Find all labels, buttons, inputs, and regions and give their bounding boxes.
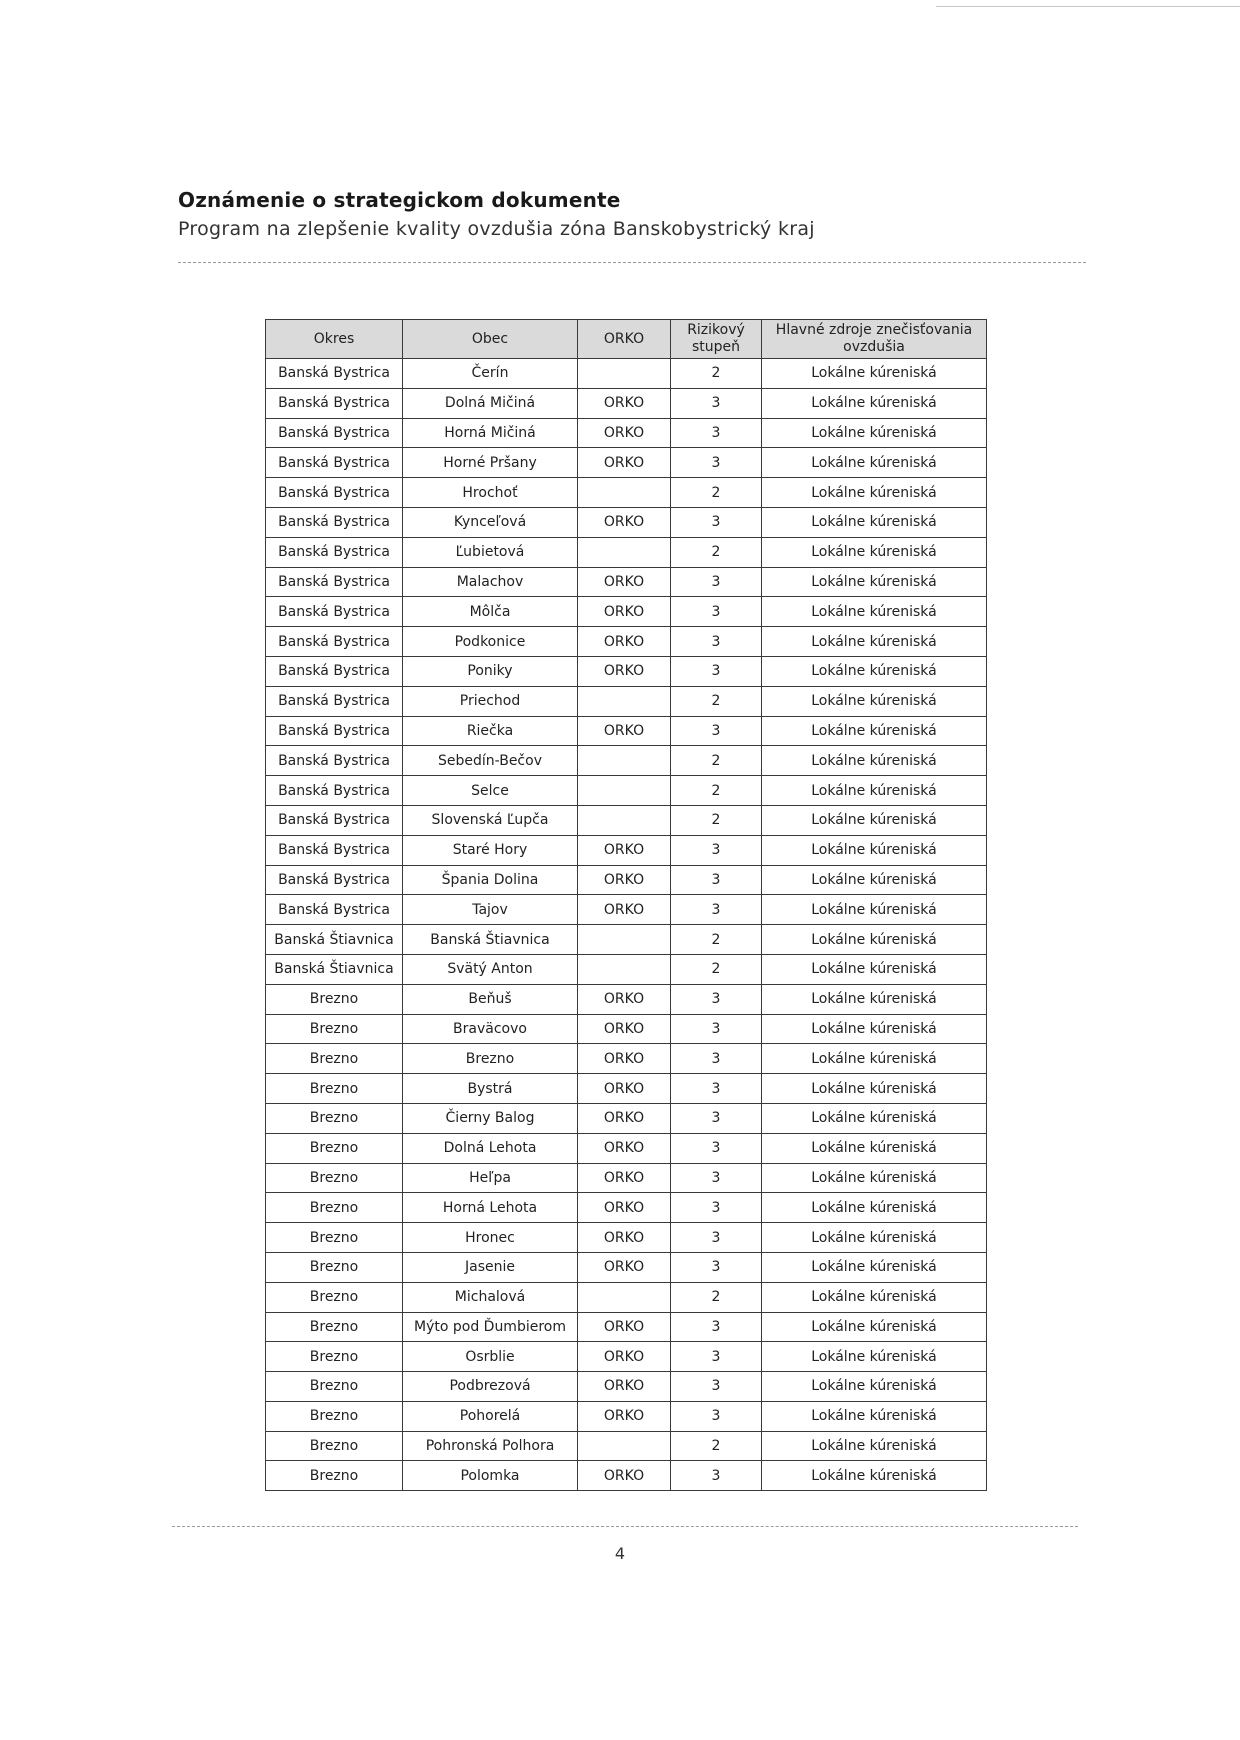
cell-obec: Malachov [403, 567, 578, 597]
cell-okres: Brezno [266, 1103, 403, 1133]
cell-okres: Banská Bystrica [266, 388, 403, 418]
cell-okres: Banská Bystrica [266, 865, 403, 895]
table-row [266, 359, 987, 389]
cell-obec: Podbrezová [403, 1372, 578, 1402]
cell-orko: ORKO [578, 835, 671, 865]
cell-okres: Banská Štiavnica [266, 925, 403, 955]
cell-obec: Staré Hory [403, 835, 578, 865]
cell-stupen: 3 [671, 448, 762, 478]
cell-okres: Brezno [266, 1133, 403, 1163]
cell-obec: Bystrá [403, 1074, 578, 1104]
cell-orko: ORKO [578, 1074, 671, 1104]
cell-orko [578, 925, 671, 955]
column-header-obec: Obec [403, 320, 578, 359]
cell-okres: Brezno [266, 1074, 403, 1104]
cell-okres: Banská Bystrica [266, 359, 403, 389]
cell-stupen: 3 [671, 1193, 762, 1223]
table-row [266, 746, 987, 776]
cell-stupen: 2 [671, 954, 762, 984]
cell-zdroj: Lokálne kúreniská [762, 478, 987, 508]
cell-zdroj: Lokálne kúreniská [762, 1133, 987, 1163]
cell-obec: Mýto pod Ďumbierom [403, 1312, 578, 1342]
cell-orko: ORKO [578, 1223, 671, 1253]
cell-obec: Horné Pršany [403, 448, 578, 478]
cell-obec: Ľubietová [403, 537, 578, 567]
cell-obec: Osrblie [403, 1342, 578, 1372]
cell-zdroj: Lokálne kúreniská [762, 835, 987, 865]
cell-stupen: 3 [671, 716, 762, 746]
cell-okres: Brezno [266, 1312, 403, 1342]
cell-orko: ORKO [578, 1252, 671, 1282]
page-number: 4 [614, 1544, 626, 1563]
cell-zdroj: Lokálne kúreniská [762, 925, 987, 955]
cell-obec: Selce [403, 776, 578, 806]
cell-stupen: 3 [671, 1461, 762, 1491]
cell-obec: Môlča [403, 597, 578, 627]
cell-zdroj: Lokálne kúreniská [762, 1282, 987, 1312]
table-row [266, 1431, 987, 1461]
cell-obec: Banská Štiavnica [403, 925, 578, 955]
cell-obec: Horná Lehota [403, 1193, 578, 1223]
cell-obec: Hronec [403, 1223, 578, 1253]
table-row [266, 656, 987, 686]
cell-stupen: 3 [671, 1401, 762, 1431]
cell-okres: Banská Štiavnica [266, 954, 403, 984]
table-row [266, 895, 987, 925]
cell-stupen: 3 [671, 1103, 762, 1133]
cell-stupen: 2 [671, 359, 762, 389]
cell-zdroj: Lokálne kúreniská [762, 1312, 987, 1342]
table-row [266, 1044, 987, 1074]
cell-stupen: 3 [671, 567, 762, 597]
column-header-zdroj: Hlavné zdroje znečisťovania ovzdušia [762, 320, 987, 359]
cell-zdroj: Lokálne kúreniská [762, 1074, 987, 1104]
cell-stupen: 2 [671, 776, 762, 806]
cell-okres: Banská Bystrica [266, 507, 403, 537]
table-body [266, 359, 987, 1491]
cell-orko: ORKO [578, 1014, 671, 1044]
cell-orko: ORKO [578, 1461, 671, 1491]
cell-zdroj: Lokálne kúreniská [762, 1044, 987, 1074]
cell-orko: ORKO [578, 418, 671, 448]
table-row [266, 478, 987, 508]
table-row [266, 835, 987, 865]
cell-zdroj: Lokálne kúreniská [762, 954, 987, 984]
cell-stupen: 2 [671, 746, 762, 776]
cell-zdroj: Lokálne kúreniská [762, 418, 987, 448]
cell-zdroj: Lokálne kúreniská [762, 1014, 987, 1044]
cell-obec: Heľpa [403, 1163, 578, 1193]
cell-zdroj: Lokálne kúreniská [762, 984, 987, 1014]
cell-obec: Braväcovo [403, 1014, 578, 1044]
cell-stupen: 3 [671, 507, 762, 537]
header-divider [178, 262, 1086, 263]
footer-divider [172, 1526, 1078, 1527]
cell-orko [578, 805, 671, 835]
cell-stupen: 3 [671, 1252, 762, 1282]
table-row [266, 984, 987, 1014]
cell-okres: Brezno [266, 1163, 403, 1193]
cell-stupen: 3 [671, 597, 762, 627]
document-title: Oznámenie o strategickom dokumente [178, 188, 621, 212]
cell-stupen: 2 [671, 537, 762, 567]
table-row [266, 388, 987, 418]
cell-orko: ORKO [578, 1044, 671, 1074]
cell-okres: Banská Bystrica [266, 478, 403, 508]
cell-orko [578, 1282, 671, 1312]
cell-stupen: 2 [671, 1282, 762, 1312]
cell-obec: Sebedín-Bečov [403, 746, 578, 776]
cell-okres: Banská Bystrica [266, 537, 403, 567]
cell-orko: ORKO [578, 1133, 671, 1163]
cell-orko [578, 1431, 671, 1461]
cell-orko: ORKO [578, 507, 671, 537]
cell-okres: Banská Bystrica [266, 448, 403, 478]
cell-okres: Banská Bystrica [266, 567, 403, 597]
cell-stupen: 2 [671, 925, 762, 955]
cell-orko: ORKO [578, 388, 671, 418]
cell-zdroj: Lokálne kúreniská [762, 865, 987, 895]
cell-orko [578, 746, 671, 776]
cell-stupen: 3 [671, 1342, 762, 1372]
cell-obec: Slovenská Ľupča [403, 805, 578, 835]
cell-obec: Podkonice [403, 627, 578, 657]
cell-obec: Svätý Anton [403, 954, 578, 984]
cell-stupen: 3 [671, 388, 762, 418]
table-row [266, 865, 987, 895]
cell-stupen: 3 [671, 627, 762, 657]
cell-orko: ORKO [578, 1312, 671, 1342]
table-row [266, 448, 987, 478]
cell-orko: ORKO [578, 984, 671, 1014]
cell-zdroj: Lokálne kúreniská [762, 388, 987, 418]
cell-stupen: 3 [671, 1223, 762, 1253]
cell-zdroj: Lokálne kúreniská [762, 805, 987, 835]
cell-obec: Beňuš [403, 984, 578, 1014]
cell-zdroj: Lokálne kúreniská [762, 1223, 987, 1253]
cell-zdroj: Lokálne kúreniská [762, 597, 987, 627]
table-row [266, 418, 987, 448]
municipality-table [265, 319, 987, 1491]
cell-obec: Polomka [403, 1461, 578, 1491]
cell-okres: Banská Bystrica [266, 835, 403, 865]
cell-okres: Banská Bystrica [266, 895, 403, 925]
cell-zdroj: Lokálne kúreniská [762, 1431, 987, 1461]
cell-zdroj: Lokálne kúreniská [762, 359, 987, 389]
cell-orko [578, 359, 671, 389]
cell-stupen: 3 [671, 1312, 762, 1342]
cell-obec: Pohorelá [403, 1401, 578, 1431]
cell-obec: Tajov [403, 895, 578, 925]
cell-orko: ORKO [578, 1163, 671, 1193]
cell-zdroj: Lokálne kúreniská [762, 567, 987, 597]
table-row [266, 1252, 987, 1282]
cell-obec: Michalová [403, 1282, 578, 1312]
cell-orko [578, 478, 671, 508]
table-row [266, 776, 987, 806]
table-container [265, 319, 987, 1491]
cell-okres: Brezno [266, 984, 403, 1014]
cell-obec: Čierny Balog [403, 1103, 578, 1133]
cell-zdroj: Lokálne kúreniská [762, 1372, 987, 1402]
cell-stupen: 3 [671, 1014, 762, 1044]
cell-zdroj: Lokálne kúreniská [762, 656, 987, 686]
cell-okres: Brezno [266, 1282, 403, 1312]
cell-okres: Brezno [266, 1431, 403, 1461]
cell-obec: Horná Mičiná [403, 418, 578, 448]
column-header-okres: Okres [266, 320, 403, 359]
cell-okres: Brezno [266, 1342, 403, 1372]
table-row [266, 1014, 987, 1044]
table-row [266, 1223, 987, 1253]
table-row [266, 925, 987, 955]
cell-okres: Brezno [266, 1372, 403, 1402]
cell-okres: Banská Bystrica [266, 805, 403, 835]
cell-obec: Dolná Lehota [403, 1133, 578, 1163]
cell-stupen: 3 [671, 418, 762, 448]
cell-orko: ORKO [578, 1401, 671, 1431]
cell-stupen: 3 [671, 1163, 762, 1193]
cell-orko: ORKO [578, 448, 671, 478]
cell-obec: Dolná Mičiná [403, 388, 578, 418]
cell-stupen: 3 [671, 1372, 762, 1402]
cell-okres: Brezno [266, 1461, 403, 1491]
cell-okres: Brezno [266, 1252, 403, 1282]
document-subtitle: Program na zlepšenie kvality ovzdušia zóna Banskobystrický kraj [178, 218, 815, 240]
cell-orko: ORKO [578, 567, 671, 597]
table-row [266, 1461, 987, 1491]
table-row [266, 1401, 987, 1431]
table-row [266, 686, 987, 716]
table-row [266, 805, 987, 835]
cell-okres: Banská Bystrica [266, 686, 403, 716]
cell-stupen: 2 [671, 686, 762, 716]
table-row [266, 1133, 987, 1163]
cell-okres: Banská Bystrica [266, 597, 403, 627]
table-row [266, 1312, 987, 1342]
cell-stupen: 3 [671, 656, 762, 686]
cell-obec: Riečka [403, 716, 578, 746]
cell-zdroj: Lokálne kúreniská [762, 627, 987, 657]
column-header-orko: ORKO [578, 320, 671, 359]
table-row [266, 627, 987, 657]
cell-stupen: 3 [671, 1074, 762, 1104]
cell-zdroj: Lokálne kúreniská [762, 716, 987, 746]
cell-okres: Banská Bystrica [266, 656, 403, 686]
cell-zdroj: Lokálne kúreniská [762, 448, 987, 478]
table-row [266, 567, 987, 597]
table-header [266, 320, 987, 359]
cell-stupen: 2 [671, 478, 762, 508]
cell-stupen: 3 [671, 1044, 762, 1074]
cell-obec: Čerín [403, 359, 578, 389]
cell-orko: ORKO [578, 1193, 671, 1223]
cell-okres: Brezno [266, 1193, 403, 1223]
cell-zdroj: Lokálne kúreniská [762, 537, 987, 567]
cell-stupen: 3 [671, 1133, 762, 1163]
cell-okres: Banská Bystrica [266, 776, 403, 806]
cell-zdroj: Lokálne kúreniská [762, 1163, 987, 1193]
cell-zdroj: Lokálne kúreniská [762, 1103, 987, 1133]
cell-orko: ORKO [578, 1342, 671, 1372]
cell-orko: ORKO [578, 1103, 671, 1133]
table-row [266, 1372, 987, 1402]
table-row [266, 1074, 987, 1104]
cell-zdroj: Lokálne kúreniská [762, 1401, 987, 1431]
table-row [266, 1282, 987, 1312]
cell-stupen: 3 [671, 835, 762, 865]
cell-obec: Špania Dolina [403, 865, 578, 895]
cell-stupen: 3 [671, 984, 762, 1014]
cell-zdroj: Lokálne kúreniská [762, 746, 987, 776]
cell-okres: Banská Bystrica [266, 418, 403, 448]
cell-obec: Pohronská Polhora [403, 1431, 578, 1461]
cell-zdroj: Lokálne kúreniská [762, 686, 987, 716]
cell-orko: ORKO [578, 895, 671, 925]
cell-obec: Hrochoť [403, 478, 578, 508]
table-row [266, 1342, 987, 1372]
cell-orko [578, 686, 671, 716]
cell-zdroj: Lokálne kúreniská [762, 1342, 987, 1372]
cell-orko: ORKO [578, 656, 671, 686]
table-row [266, 716, 987, 746]
scan-artifact-line [936, 6, 1240, 7]
cell-stupen: 2 [671, 805, 762, 835]
table-row [266, 1103, 987, 1133]
cell-obec: Jasenie [403, 1252, 578, 1282]
table-row [266, 954, 987, 984]
table-header-row [266, 320, 987, 359]
cell-zdroj: Lokálne kúreniská [762, 895, 987, 925]
cell-orko [578, 776, 671, 806]
table-row [266, 1193, 987, 1223]
cell-okres: Banská Bystrica [266, 627, 403, 657]
table-row [266, 1163, 987, 1193]
cell-orko [578, 954, 671, 984]
cell-zdroj: Lokálne kúreniská [762, 507, 987, 537]
cell-stupen: 3 [671, 895, 762, 925]
cell-okres: Brezno [266, 1401, 403, 1431]
document-header [178, 188, 815, 240]
cell-okres: Banská Bystrica [266, 716, 403, 746]
cell-zdroj: Lokálne kúreniská [762, 1461, 987, 1491]
cell-orko: ORKO [578, 865, 671, 895]
cell-zdroj: Lokálne kúreniská [762, 1252, 987, 1282]
cell-orko: ORKO [578, 597, 671, 627]
cell-okres: Brezno [266, 1223, 403, 1253]
cell-obec: Brezno [403, 1044, 578, 1074]
cell-orko: ORKO [578, 627, 671, 657]
table-row [266, 507, 987, 537]
cell-orko: ORKO [578, 1372, 671, 1402]
cell-obec: Kynceľová [403, 507, 578, 537]
cell-okres: Banská Bystrica [266, 746, 403, 776]
cell-stupen: 2 [671, 1431, 762, 1461]
cell-obec: Poniky [403, 656, 578, 686]
cell-okres: Brezno [266, 1014, 403, 1044]
column-header-stupen: Rizikový stupeň [671, 320, 762, 359]
cell-zdroj: Lokálne kúreniská [762, 776, 987, 806]
cell-obec: Priechod [403, 686, 578, 716]
table-row [266, 597, 987, 627]
table-row [266, 537, 987, 567]
cell-orko: ORKO [578, 716, 671, 746]
cell-zdroj: Lokálne kúreniská [762, 1193, 987, 1223]
cell-stupen: 3 [671, 865, 762, 895]
cell-orko [578, 537, 671, 567]
cell-okres: Brezno [266, 1044, 403, 1074]
